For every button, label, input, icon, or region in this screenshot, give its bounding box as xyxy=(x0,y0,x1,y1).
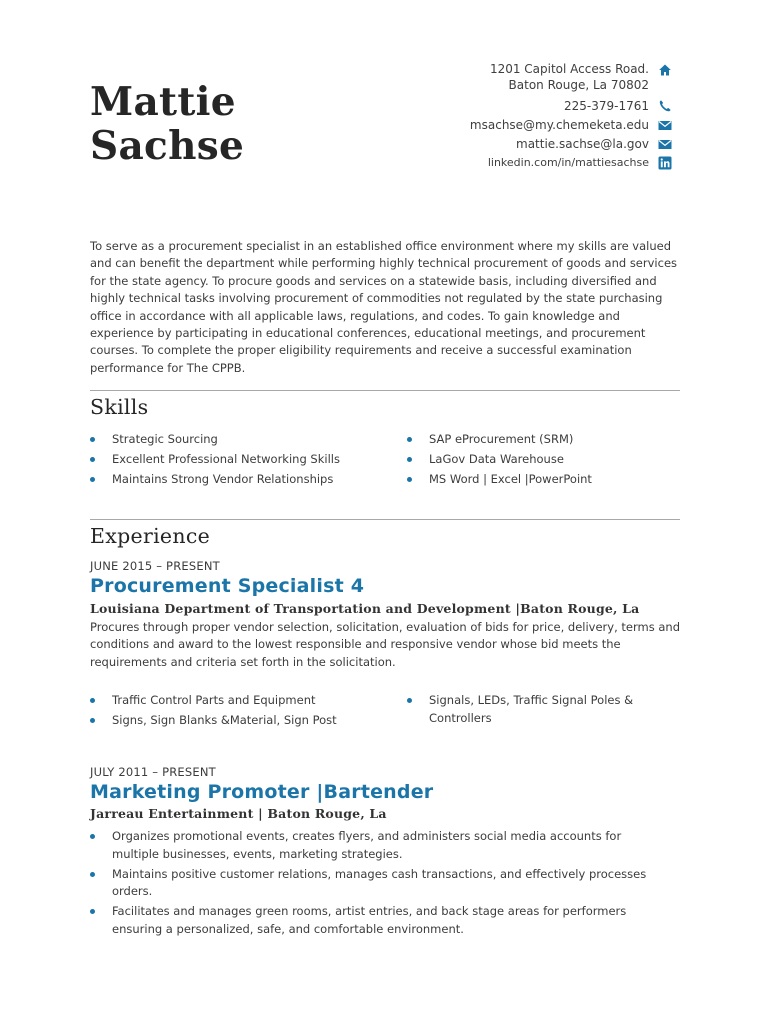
skill-item: Strategic Sourcing xyxy=(90,431,380,449)
skills-list-left xyxy=(90,431,380,491)
experience-heading: Experience xyxy=(90,524,211,548)
job-employer: Louisiana Department of Transportation and Development |Baton Rouge, La xyxy=(90,601,640,616)
address-row xyxy=(342,61,672,93)
phone-number[interactable]: 225-379-1761 xyxy=(563,98,649,113)
job-bullet: Signals, LEDs, Traffic Signal Poles & Controllers xyxy=(407,692,647,727)
address-line2: Baton Rouge, La 70802 xyxy=(508,78,649,92)
email-primary[interactable]: msachse@my.chemeketa.edu xyxy=(469,117,649,132)
job-bullet: Maintains positive customer relations, manages cash transactions, and effectively processes orders. xyxy=(90,866,650,901)
email-icon xyxy=(658,137,672,151)
skills-heading: Skills xyxy=(90,395,149,419)
skill-item: Maintains Strong Vendor Relationships xyxy=(90,471,380,489)
phone-icon xyxy=(658,99,672,113)
candidate-name xyxy=(90,80,244,168)
email-icon xyxy=(658,118,672,132)
email-secondary[interactable]: mattie.sachse@la.gov xyxy=(516,136,649,151)
job-title: Marketing Promoter |Bartender xyxy=(90,781,434,803)
skill-item: SAP eProcurement (SRM) xyxy=(407,431,677,449)
objective-statement: To serve as a procurement specialist in an established office environment where my skills are valued and can benefit the department while performing highly technical procurement of goods and services for the state agency. To procure goods and services on a statewide basis, including diversified and highly technical tasks involving procurement of commodities not regulated by the state purchasing office in accordance with all applicable laws, regulations, and codes. To gain knowledge and experience by participating in educational conferences, educational meetings, and procurement courses. To complete the proper eligibility requirements and receive a successful examination performance for The CPPB. xyxy=(90,239,678,375)
job-employer: Jarreau Entertainment | Baton Rouge, La xyxy=(90,806,387,821)
first-name: Mattie xyxy=(90,79,236,125)
skill-item: Excellent Professional Networking Skills xyxy=(90,451,380,469)
job-bullet: Facilitates and manages green rooms, artist entries, and back stage areas for performers ensuring a personalized, safe, and comfortable environment. xyxy=(90,903,650,938)
skill-item: MS Word | Excel |PowerPoint xyxy=(407,471,677,489)
linkedin-row xyxy=(342,153,672,172)
job-bullet: Signs, Sign Blanks &Material, Sign Post xyxy=(90,712,390,730)
email2-row xyxy=(342,134,672,153)
email1-row xyxy=(342,115,672,134)
job-bullet: Organizes promotional events, creates flyers, and administers social media accounts for multiple businesses, events, marketing strategies. xyxy=(90,828,650,863)
linkedin-url[interactable]: linkedin.com/in/mattiesachse xyxy=(487,156,649,169)
skill-item: LaGov Data Warehouse xyxy=(407,451,677,469)
last-name: Sachse xyxy=(90,123,245,169)
job-title: Procurement Specialist 4 xyxy=(90,575,365,597)
job-bullet: Traffic Control Parts and Equipment xyxy=(90,692,390,710)
section-divider xyxy=(90,519,680,520)
job-description: Procures through proper vendor selection, solicitation, evaluation of bids for price, delivery, terms and conditions and award to the lowest responsible and responsive vendor whose bid meets the requirements and criteria set forth in the solicitation. xyxy=(90,620,680,669)
section-divider xyxy=(90,390,680,391)
job-bullets-left xyxy=(90,692,390,732)
contact-block xyxy=(342,61,672,172)
linkedin-icon xyxy=(658,156,672,170)
address xyxy=(490,61,649,93)
job-bullets-right xyxy=(407,692,647,730)
phone-row xyxy=(342,96,672,115)
job-date: JUNE 2015 – PRESENT xyxy=(90,559,220,573)
address-line1: 1201 Capitol Access Road. xyxy=(489,62,649,76)
home-icon xyxy=(658,63,672,77)
skills-list-right xyxy=(407,431,677,491)
job-bullets xyxy=(90,828,650,941)
job-date: JULY 2011 – PRESENT xyxy=(90,765,216,779)
